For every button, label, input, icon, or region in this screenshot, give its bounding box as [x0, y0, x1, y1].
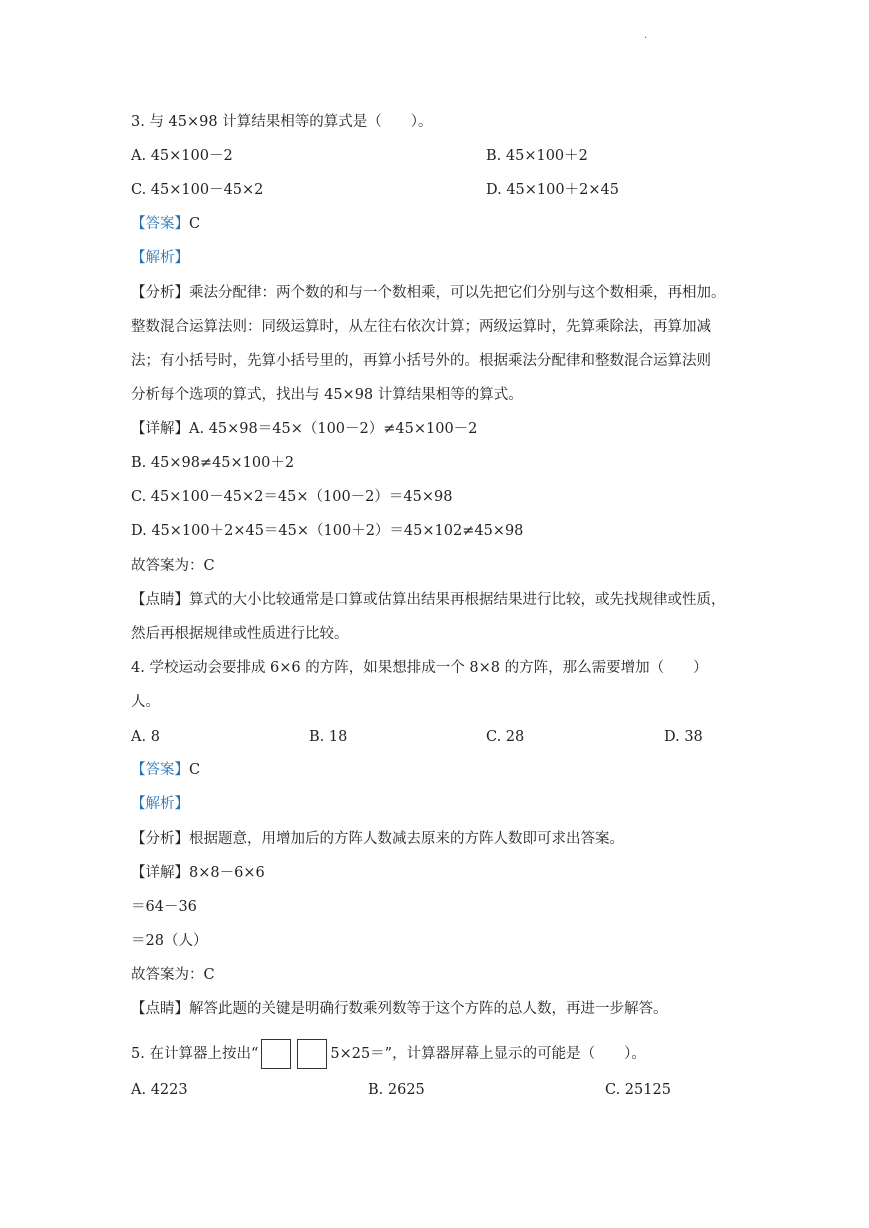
answer-value: C: [189, 216, 201, 232]
q4-fenxi: [131, 829, 624, 849]
q3-dianjing-line-2: 然后再根据规律或性质进行比较。: [131, 626, 349, 642]
dianjing-line: 算式的大小比较通常是口算或估算出结果再根据结果进行比较，或先找规律或性质，: [189, 592, 726, 608]
q3-analysis-tag: 【解析】: [131, 250, 189, 266]
blank-box-1: [261, 1039, 291, 1069]
answer-value: C: [189, 762, 201, 778]
q3-fenxi-line-4: 分析每个选项的算式，找出与 45×98 计算结果相等的算式。: [131, 387, 523, 403]
answer-tag: 【答案】: [131, 762, 189, 778]
q4-stem: 4. 学校运动会要排成 6×6 的方阵，如果想排成一个 8×8 的方阵，那么需要增加（ ）: [131, 660, 708, 676]
q3-option-c: C. 45×100－45×2: [131, 182, 264, 198]
fenxi-tag: 【分析】: [131, 831, 189, 847]
q3-fenxi: [131, 283, 726, 303]
q4-xiangjie-line-2: ＝64－36: [131, 899, 197, 915]
q3-stem: 3. 与 45×98 计算结果相等的算式是（ ）。: [131, 114, 433, 130]
q3-xiangjie-line-d: D. 45×100＋2×45＝45×（100＋2）＝45×102≠45×98: [131, 523, 524, 539]
fenxi-tag: 【分析】: [131, 285, 189, 301]
dianjing-tag: 【点睛】: [131, 592, 189, 608]
q3-fenxi-line-2: 整数混合运算法则：同级运算时，从左往右依次计算；两级运算时，先算乘除法，再算加减: [131, 319, 711, 335]
dianjing-tag: 【点睛】: [131, 1001, 189, 1017]
q4-analysis-tag: 【解析】: [131, 796, 189, 812]
q3-fenxi-line-3: 法；有小括号时，先算小括号里的，再算小括号外的。根据乘法分配律和整数混合运算法则: [131, 353, 711, 369]
header-dot: .: [644, 30, 648, 41]
q5-option-c: C. 25125: [605, 1082, 671, 1098]
xiangjie-tag: 【详解】: [131, 421, 189, 437]
blank-box-2: [297, 1039, 327, 1069]
q3-xiangjie-line-c: C. 45×100－45×2＝45×（100－2）＝45×98: [131, 489, 453, 505]
q4-answer: [131, 760, 200, 780]
q3-option-d: D. 45×100＋2×45: [486, 182, 619, 198]
xiangjie-line: A. 45×98＝45×（100－2）≠45×100－2: [189, 421, 478, 437]
q4-option-c: C. 28: [486, 729, 525, 745]
q4-conclusion: 故答案为：C: [131, 967, 215, 983]
q4-stem-line-2: 人。: [131, 694, 160, 710]
fenxi-line: 乘法分配律：两个数的和与一个数相乘，可以先把它们分别与这个数相乘，再相加。: [189, 285, 726, 301]
q4-dianjing: [131, 999, 668, 1019]
q4-xiangjie: [131, 863, 265, 883]
q3-option-a: A. 45×100－2: [131, 148, 233, 164]
answer-tag: 【答案】: [131, 216, 189, 232]
q3-option-b: B. 45×100＋2: [486, 148, 588, 164]
xiangjie-tag: 【详解】: [131, 865, 189, 881]
q3-dianjing: [131, 590, 726, 610]
q3-xiangjie-line-b: B. 45×98≠45×100＋2: [131, 455, 295, 471]
q4-xiangjie-line-3: ＝28（人）: [131, 933, 208, 949]
q3-answer: [131, 214, 200, 234]
xiangjie-line: 8×8－6×6: [189, 865, 265, 881]
q4-option-b: B. 18: [309, 729, 348, 745]
q3-conclusion: 故答案为：C: [131, 558, 215, 574]
q4-option-a: A. 8: [131, 729, 160, 745]
q5-stem-suffix: 5×25＝”，计算器屏幕上显示的可能是（ ）。: [330, 1046, 646, 1062]
q5-stem-prefix: 5. 在计算器上按出“: [131, 1046, 259, 1062]
q5-option-a: A. 4223: [131, 1082, 188, 1098]
q3-xiangjie: [131, 419, 477, 439]
q5-option-b: B. 2625: [368, 1082, 425, 1098]
q5-stem: [131, 1039, 646, 1069]
fenxi-text: 根据题意，用增加后的方阵人数减去原来的方阵人数即可求出答案。: [189, 831, 624, 847]
dianjing-text: 解答此题的关键是明确行数乘列数等于这个方阵的总人数，再进一步解答。: [189, 1001, 668, 1017]
q4-option-d: D. 38: [664, 729, 703, 745]
